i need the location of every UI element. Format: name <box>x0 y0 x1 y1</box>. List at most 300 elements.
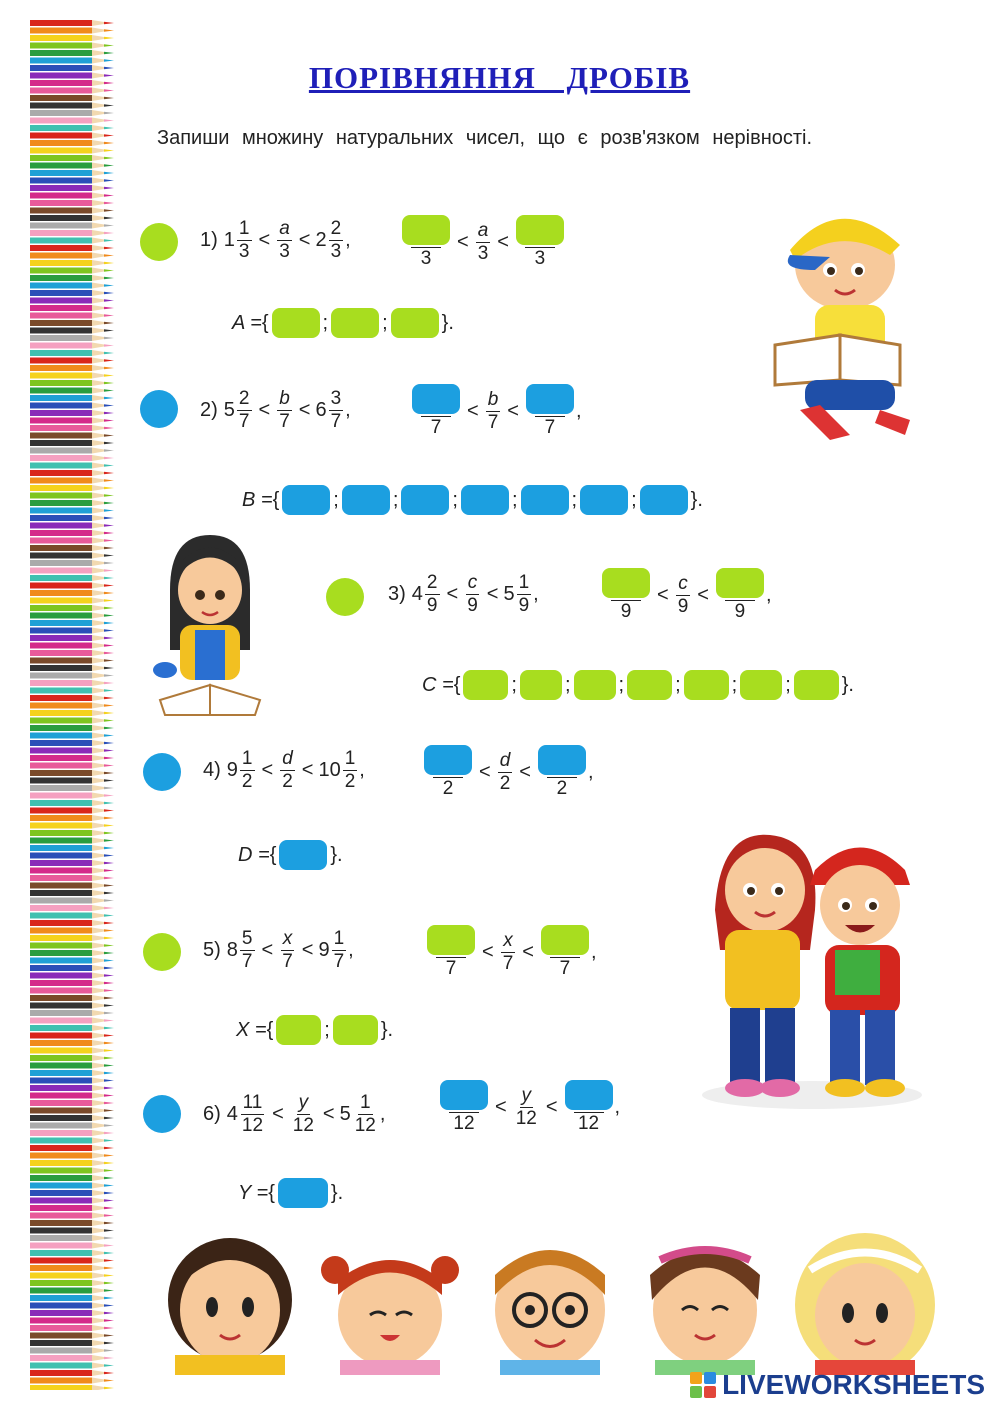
pencil <box>30 1100 114 1106</box>
numerator: 2 <box>426 572 438 593</box>
less-than-sign: < <box>301 759 314 781</box>
pencil <box>30 35 114 41</box>
problem-3-rewritten-inequality <box>600 568 772 623</box>
answer-slot[interactable] <box>272 308 320 338</box>
pencil <box>30 508 114 514</box>
pencil <box>30 943 114 949</box>
pencil <box>30 290 114 296</box>
pencil <box>30 208 114 214</box>
denominator: 7 <box>544 417 556 438</box>
answer-box[interactable] <box>402 215 450 245</box>
pencil <box>30 1070 114 1076</box>
whole-part: 5 <box>223 399 235 421</box>
answer-slot[interactable] <box>278 1178 328 1208</box>
separator: ; <box>618 673 625 696</box>
pencil <box>30 1310 114 1316</box>
pencil <box>30 1363 114 1369</box>
close-brace: }. <box>441 311 454 334</box>
answer-slot[interactable] <box>333 1015 378 1045</box>
pencil <box>30 1355 114 1361</box>
open-brace: { <box>269 843 277 866</box>
pencil <box>30 185 114 191</box>
pencil <box>30 478 114 484</box>
numerator: 2 <box>238 388 250 409</box>
numerator: x <box>503 930 513 951</box>
pencil <box>30 598 114 604</box>
blank-fraction-left <box>427 925 475 980</box>
pencil <box>30 553 114 559</box>
answer-slot[interactable] <box>640 485 688 515</box>
pencil <box>30 1340 114 1346</box>
pencil <box>30 313 114 319</box>
pencil <box>30 523 114 529</box>
less-than-sign: < <box>261 939 274 961</box>
pencil <box>30 305 114 311</box>
pencil <box>30 500 114 506</box>
answer-box[interactable] <box>440 1080 488 1110</box>
pencil <box>30 628 114 634</box>
pencil <box>30 530 114 536</box>
logo-text: LIVEWORKSHEETS <box>722 1369 985 1400</box>
separator: ; <box>731 673 738 696</box>
variable-fraction <box>476 220 491 265</box>
denominator: 3 <box>330 241 342 262</box>
denominator: 7 <box>330 411 342 432</box>
whole-part: 6 <box>315 399 327 421</box>
mixed-fraction-right <box>329 388 344 433</box>
denominator: 3 <box>420 248 432 269</box>
less-than-sign: < <box>258 229 271 251</box>
mixed-fraction-right <box>343 748 358 793</box>
pencil <box>30 1198 114 1204</box>
pencil <box>30 470 114 476</box>
answer-box[interactable] <box>716 568 764 598</box>
whole-part: 4 <box>411 583 423 605</box>
pencil <box>30 223 114 229</box>
problem-3-label: 3) <box>388 583 406 605</box>
problem-2-inequality <box>200 388 351 433</box>
girl-reading-illustration <box>150 530 270 720</box>
numerator: c <box>678 573 688 594</box>
separator: ; <box>452 488 458 511</box>
blank-fraction-left <box>402 215 450 270</box>
numerator: d <box>499 750 511 771</box>
answer-slot[interactable] <box>463 670 508 700</box>
less-than-sign: < <box>258 399 271 421</box>
pencil <box>30 1280 114 1286</box>
pencil <box>30 178 114 184</box>
mixed-fraction-left <box>240 748 255 793</box>
pencil <box>30 1160 114 1166</box>
pencil <box>30 373 114 379</box>
pencil <box>30 1093 114 1099</box>
pencil <box>30 718 114 724</box>
answer-slot[interactable] <box>282 485 330 515</box>
less-than-sign: < <box>495 1096 507 1118</box>
less-than-sign: < <box>545 1096 558 1118</box>
pencil <box>30 1048 114 1054</box>
pencil <box>30 1385 114 1390</box>
pencil <box>30 215 114 221</box>
whole-part: 10 <box>318 759 341 781</box>
pencil <box>30 875 114 881</box>
instruction-text: Запиши множину натуральних чисел, що є розв'язком нерівності. <box>157 127 813 149</box>
answer-box[interactable] <box>565 1080 613 1110</box>
comma: , <box>359 759 365 781</box>
denominator: 7 <box>333 951 345 972</box>
separator: ; <box>324 1018 330 1041</box>
pencil <box>30 988 114 994</box>
pencil <box>30 110 114 116</box>
variable-fraction <box>465 572 480 617</box>
pencil <box>30 1078 114 1084</box>
pencil <box>30 43 114 49</box>
numerator: 1 <box>238 218 250 239</box>
pencil <box>30 365 114 371</box>
pencil <box>30 125 114 131</box>
pencil <box>30 613 114 619</box>
separator: ; <box>322 311 329 334</box>
pencil <box>30 1295 114 1301</box>
pencil <box>30 155 114 161</box>
blank-fraction-left <box>440 1080 488 1135</box>
pencil <box>30 950 114 956</box>
pencil <box>30 1288 114 1294</box>
separator: ; <box>675 673 681 696</box>
pencil <box>30 568 114 574</box>
pencil <box>30 1318 114 1324</box>
set-name: C = <box>422 673 454 696</box>
pencil <box>30 1040 114 1046</box>
pencil <box>30 1138 114 1144</box>
problem-2-marker <box>140 390 178 428</box>
pencil <box>30 763 114 769</box>
pencil <box>30 343 114 349</box>
problem-2-solution-set <box>242 485 703 515</box>
pencil <box>30 898 114 904</box>
answer-slot[interactable] <box>391 308 439 338</box>
answer-slot[interactable] <box>276 1015 321 1045</box>
less-than-sign: < <box>298 399 311 421</box>
pencil <box>30 418 114 424</box>
answer-box[interactable] <box>424 745 472 775</box>
pencil <box>30 1145 114 1151</box>
answer-slot[interactable] <box>401 485 449 515</box>
pencil <box>30 320 114 326</box>
mixed-fraction-right <box>517 572 532 617</box>
pencil <box>30 785 114 791</box>
pencil <box>30 695 114 701</box>
pencil <box>30 140 114 146</box>
pencil <box>30 1325 114 1331</box>
whole-part: 4 <box>226 1103 238 1125</box>
pencil <box>30 298 114 304</box>
pencil <box>30 680 114 686</box>
answer-box[interactable] <box>538 745 586 775</box>
pencil <box>30 253 114 259</box>
numerator: 1 <box>518 572 530 593</box>
pencil <box>30 455 114 461</box>
answer-slot[interactable] <box>331 308 379 338</box>
pencil <box>30 1130 114 1136</box>
pencil <box>30 800 114 806</box>
pencil <box>30 928 114 934</box>
pencil <box>30 1003 114 1009</box>
set-name: A = <box>232 311 262 334</box>
problem-2-label: 2) <box>200 399 218 421</box>
answer-slot[interactable] <box>342 485 390 515</box>
denominator: 7 <box>238 411 250 432</box>
denominator: 12 <box>577 1113 600 1134</box>
pencil <box>30 238 114 244</box>
variable-fraction <box>514 1085 539 1130</box>
answer-slot[interactable] <box>574 670 616 700</box>
pencil <box>30 935 114 941</box>
pencil <box>30 1370 114 1376</box>
pencil <box>30 1220 114 1226</box>
comma: , <box>345 229 351 251</box>
pencil <box>30 1235 114 1241</box>
whole-part: 8 <box>226 939 238 961</box>
less-than-sign: < <box>507 400 519 422</box>
pencil <box>30 28 114 34</box>
denominator: 2 <box>241 771 253 792</box>
pencil <box>30 1378 114 1384</box>
pencil <box>30 920 114 926</box>
pencil <box>30 740 114 746</box>
pencil <box>30 868 114 874</box>
pencil <box>30 1033 114 1039</box>
pencil <box>30 103 114 109</box>
pencil <box>30 673 114 679</box>
denominator: 2 <box>499 773 511 794</box>
answer-box[interactable] <box>412 384 460 414</box>
separator: ; <box>511 488 518 511</box>
pencil <box>30 575 114 581</box>
answer-slot[interactable] <box>627 670 672 700</box>
pencil <box>30 658 114 664</box>
pencil <box>30 815 114 821</box>
denominator: 7 <box>241 951 253 972</box>
mixed-fraction-left <box>237 388 252 433</box>
pencil <box>30 838 114 844</box>
answer-box[interactable] <box>526 384 574 414</box>
problem-6-rewritten-inequality <box>438 1080 620 1135</box>
numerator: y <box>298 1092 309 1113</box>
less-than-sign: < <box>697 584 709 606</box>
separator: ; <box>382 311 388 334</box>
numerator: b <box>279 388 290 409</box>
pencil <box>30 275 114 281</box>
mixed-fraction-left <box>240 928 255 973</box>
pencil <box>30 1108 114 1114</box>
separator: ; <box>333 488 339 511</box>
open-brace: { <box>261 311 269 334</box>
pencil <box>30 133 114 139</box>
problem-5-inequality <box>203 928 354 973</box>
numerator: 3 <box>330 388 342 409</box>
pencil <box>30 830 114 836</box>
variable-fraction <box>277 218 292 263</box>
pencil <box>30 748 114 754</box>
pencil <box>30 808 114 814</box>
mixed-fraction-left <box>237 218 252 263</box>
denominator: 12 <box>515 1108 537 1129</box>
numerator: 5 <box>241 928 253 949</box>
pencil <box>30 388 114 394</box>
denominator: 2 <box>282 771 293 792</box>
pencil <box>30 643 114 649</box>
less-than-sign: < <box>519 761 531 783</box>
pencil <box>30 425 114 431</box>
pencil <box>30 350 114 356</box>
answer-slot[interactable] <box>279 840 327 870</box>
answer-box[interactable] <box>541 925 589 955</box>
pencil <box>30 650 114 656</box>
denominator: 9 <box>467 595 478 616</box>
blank-fraction-right <box>538 745 586 800</box>
set-name: B = <box>242 488 273 511</box>
pencil <box>30 1190 114 1196</box>
answer-box[interactable] <box>427 925 475 955</box>
denominator: 12 <box>453 1113 475 1134</box>
numerator: b <box>487 389 499 410</box>
answer-slot[interactable] <box>684 670 729 700</box>
open-brace: { <box>268 1181 275 1204</box>
whole-part: 9 <box>226 759 238 781</box>
problem-1-solution-set <box>232 308 454 338</box>
comma: , <box>614 1096 621 1118</box>
denominator: 7 <box>279 411 290 432</box>
pencil <box>30 200 114 206</box>
liveworksheets-logo <box>690 1369 985 1401</box>
problem-5-marker <box>143 933 181 971</box>
problem-4-marker <box>143 753 181 791</box>
denominator: 2 <box>344 771 356 792</box>
problem-4-inequality <box>203 748 365 793</box>
answer-box[interactable] <box>516 215 564 245</box>
pencil <box>30 493 114 499</box>
denominator: 9 <box>734 601 746 622</box>
denominator: 7 <box>282 951 293 972</box>
denominator: 3 <box>477 243 489 264</box>
pencil <box>30 1250 114 1256</box>
pencil <box>30 1018 114 1024</box>
answer-box[interactable] <box>602 568 650 598</box>
separator: ; <box>631 488 637 511</box>
pencil <box>30 193 114 199</box>
less-than-sign: < <box>482 941 494 963</box>
mixed-fraction-left <box>240 1092 265 1137</box>
pencil <box>30 395 114 401</box>
denominator: 7 <box>559 958 571 979</box>
mixed-fraction-right <box>332 928 347 973</box>
mixed-fraction-left <box>425 572 440 617</box>
denominator: 7 <box>430 417 442 438</box>
pencil <box>30 20 114 26</box>
comma: , <box>379 1103 386 1125</box>
pencil <box>30 1025 114 1031</box>
problem-3-inequality <box>388 572 539 617</box>
blank-fraction-right <box>565 1080 613 1135</box>
numerator: y <box>521 1085 531 1106</box>
denominator: 2 <box>556 778 568 799</box>
problem-6-marker <box>143 1095 181 1133</box>
numerator: 11 <box>242 1092 263 1113</box>
less-than-sign: < <box>301 939 314 961</box>
open-brace: { <box>272 488 280 511</box>
pencil <box>30 980 114 986</box>
numerator: a <box>477 220 489 241</box>
answer-slot[interactable] <box>740 670 782 700</box>
denominator: 7 <box>502 953 514 974</box>
problem-5-label: 5) <box>203 939 221 961</box>
pencil <box>30 778 114 784</box>
blank-fraction-right <box>526 384 574 439</box>
less-than-sign: < <box>322 1103 335 1125</box>
set-name: Y = <box>238 1181 269 1204</box>
denominator: 3 <box>238 241 250 262</box>
pencil <box>30 538 114 544</box>
denominator: 2 <box>442 778 454 799</box>
pencil <box>30 170 114 176</box>
pencil <box>30 635 114 641</box>
pencil <box>30 890 114 896</box>
variable-fraction <box>498 750 513 795</box>
answer-slot[interactable] <box>521 485 569 515</box>
less-than-sign: < <box>657 584 669 606</box>
variable-fraction <box>501 930 516 975</box>
denominator: 7 <box>445 958 457 979</box>
page-title: ПОРІВНЯННЯ ДРОБІВ <box>308 60 691 95</box>
variable-fraction <box>280 928 295 973</box>
pencil <box>30 1175 114 1181</box>
answer-slot[interactable] <box>580 485 628 515</box>
close-brace: }. <box>380 1018 394 1041</box>
comma: , <box>765 584 772 606</box>
answer-slot[interactable] <box>461 485 509 515</box>
pencil <box>30 913 114 919</box>
answer-slot[interactable] <box>520 670 562 700</box>
denominator: 9 <box>620 601 632 622</box>
pencil <box>30 958 114 964</box>
pencil <box>30 710 114 716</box>
mixed-fraction-right <box>353 1092 378 1137</box>
pencil <box>30 463 114 469</box>
pencil <box>30 1258 114 1264</box>
problem-6-inequality <box>203 1092 385 1137</box>
pencil <box>30 770 114 776</box>
less-than-sign: < <box>497 231 509 253</box>
less-than-sign: < <box>446 583 459 605</box>
pencil <box>30 583 114 589</box>
answer-slot[interactable] <box>794 670 839 700</box>
denominator: 3 <box>534 248 546 269</box>
boy-reading-illustration <box>760 195 920 450</box>
comma: , <box>590 941 597 963</box>
numerator: 1 <box>359 1092 371 1113</box>
less-than-sign: < <box>261 759 274 781</box>
numerator: x <box>282 928 293 949</box>
blank-fraction-right <box>541 925 589 980</box>
numerator: 1 <box>241 748 253 769</box>
pencil <box>30 358 114 364</box>
pencil <box>30 380 114 386</box>
problem-1-rewritten-inequality <box>400 215 566 270</box>
pencil <box>30 995 114 1001</box>
comma: , <box>348 939 354 961</box>
pencil <box>30 860 114 866</box>
